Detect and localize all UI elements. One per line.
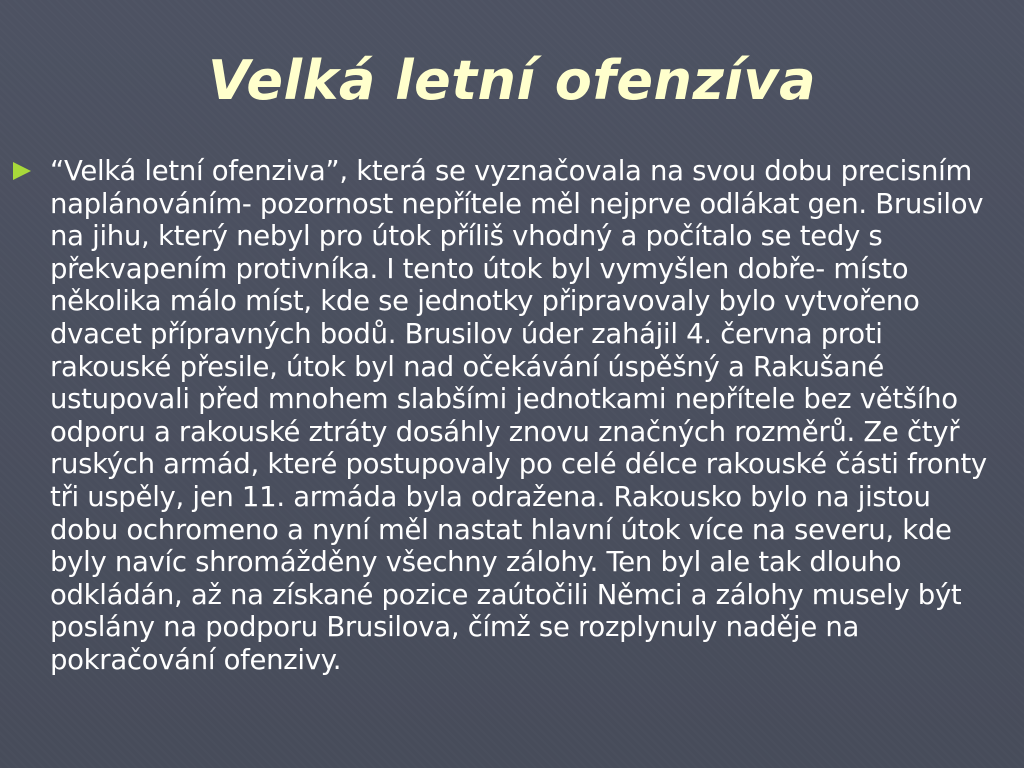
triangle-bullet-icon	[13, 162, 31, 180]
slide-title: Velká letní ofenzíva	[207, 49, 817, 112]
bullet-text: “Velká letní ofenziva”, která se vyznačovala na svou dobu precisním naplánováním- pozornost nepřítele měl nejprve odlákat gen. Brusilov na jihu, který nebyl pro útok příliš vhodný a počítalo se tedy s překvapením protivníka. I tento útok byl vymyšlen dobře- místo několika málo míst, kde se jednotky připravovaly bylo vytvořeno dvacet přípravných bodů. Brusilov úder zahájil 4. června proti rakouské přesile, útok byl nad očekávání úspěšný a Rakušané ustupovali před mnohem slabšími jednotkami nepřítele bez většího odporu a rakouské ztráty dosáhly znovu značných rozměrů. Ze čtyř ruských armád, které postupovaly po celé délce rakouské části fronty tři uspěly, jen 11. armáda byla odražena. Rakousko bylo na jistou dobu ochromeno a nyní měl nastat hlavní útok více na severu, kde byly navíc shromážděny všechny zálohy. Ten byl ale tak dlouho odkládán, až na získané pozice zaútočili Němci a zálohy musely být poslány na podporu Brusilova, čímž se rozplynuly naděje na pokračování ofenzivy.	[50, 155, 987, 676]
